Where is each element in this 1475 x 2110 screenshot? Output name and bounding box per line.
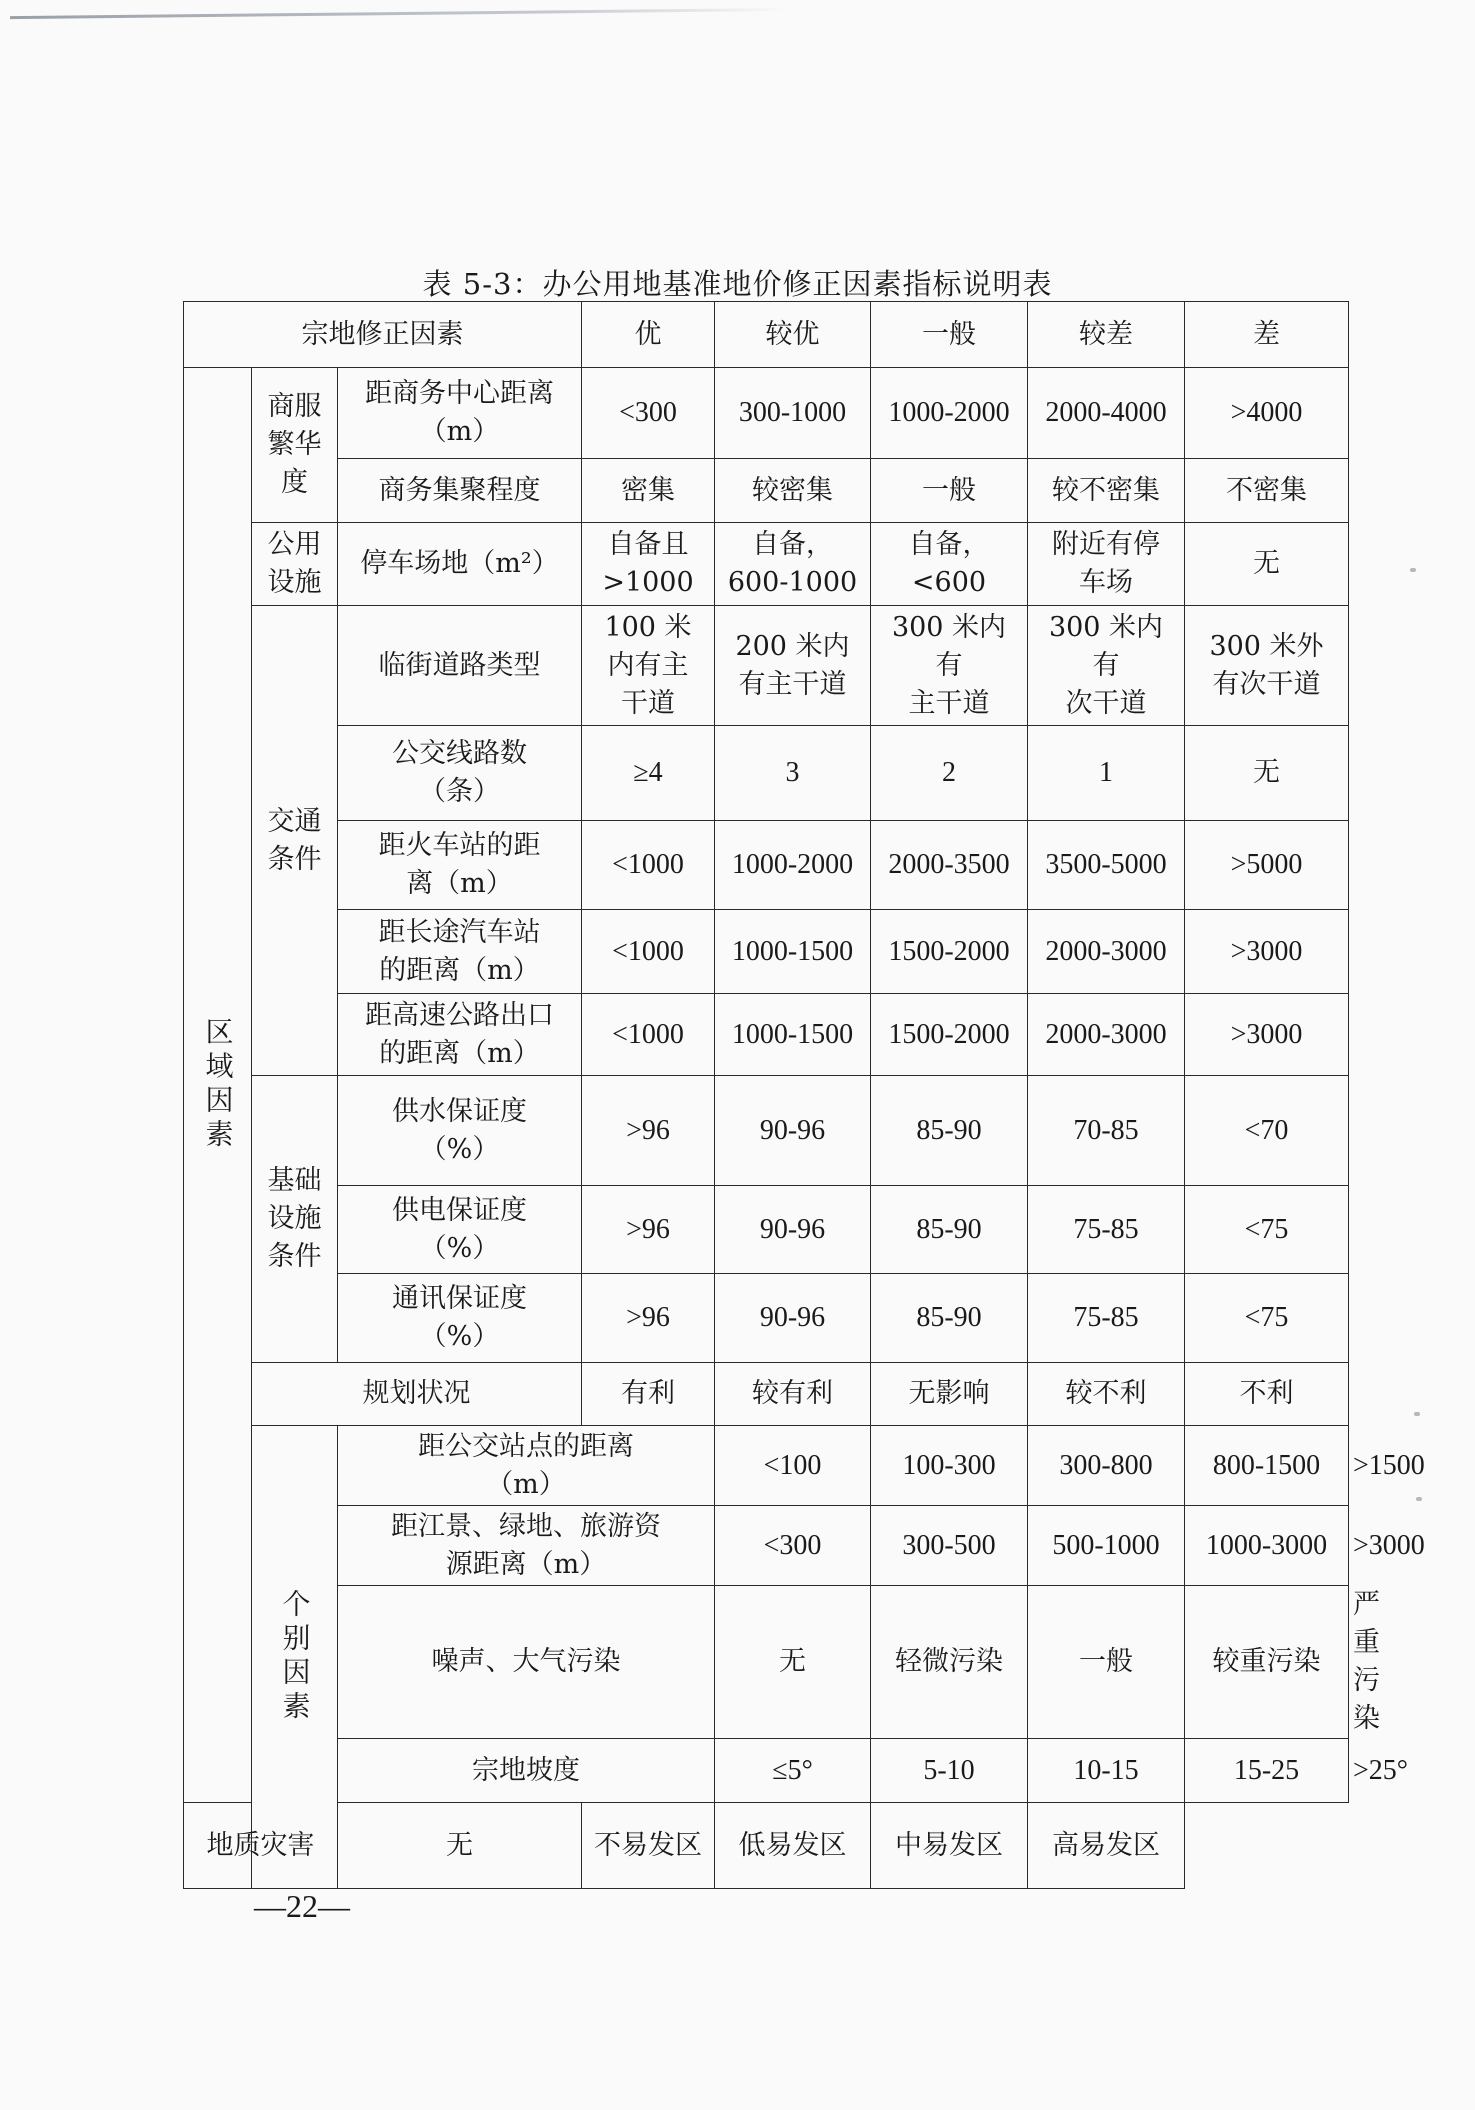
value-cell: <75 xyxy=(1185,1274,1349,1363)
value-cell: <300 xyxy=(715,1506,871,1586)
factor-cell: 距火车站的距 离（m） xyxy=(338,821,582,910)
value-cell: 自备， 600-1000 xyxy=(715,523,871,606)
header-factor: 宗地修正因素 xyxy=(184,302,582,368)
value-cell: 有利 xyxy=(582,1363,715,1426)
group-individual: 个别因素 xyxy=(252,1426,338,1889)
value-cell: >96 xyxy=(582,1274,715,1363)
value-cell: 300-1000 xyxy=(715,368,871,459)
subgroup-commerce: 商服 繁华 度 xyxy=(252,368,338,523)
value-cell: 85-90 xyxy=(871,1076,1028,1186)
value-cell: 低易发区 xyxy=(715,1803,871,1889)
table-row xyxy=(184,1274,1349,1363)
table-row xyxy=(184,994,1349,1076)
factor-cell: 宗地坡度 xyxy=(338,1739,715,1803)
header-row xyxy=(184,302,1349,368)
value-cell: 1500-2000 xyxy=(871,910,1028,994)
factor-cell: 供电保证度 （%） xyxy=(338,1186,582,1274)
value-cell: 300 米外 有次干道 xyxy=(1185,606,1349,726)
header-grade: 差 xyxy=(1185,302,1349,368)
value-cell: >3000 xyxy=(1185,994,1349,1076)
scan-edge xyxy=(10,8,790,19)
value-cell: 2 xyxy=(871,726,1028,821)
value-cell: 无 xyxy=(1185,726,1349,821)
subgroup-public: 公用 设施 xyxy=(252,523,338,606)
value-cell: 密集 xyxy=(582,459,715,523)
value-cell: 高易发区 xyxy=(1028,1803,1185,1889)
scan-speck xyxy=(1410,568,1416,572)
value-cell: 100 米 内有主 干道 xyxy=(582,606,715,726)
factor-cell: 通讯保证度 （%） xyxy=(338,1274,582,1363)
table-row xyxy=(184,1363,1349,1426)
value-cell: 800-1500 xyxy=(1185,1426,1349,1506)
value-cell: 自备， <600 xyxy=(871,523,1028,606)
value-cell: 90-96 xyxy=(715,1186,871,1274)
value-cell: 85-90 xyxy=(871,1186,1028,1274)
header-grade: 一般 xyxy=(871,302,1028,368)
factor-cell: 距公交站点的距离 （m） xyxy=(338,1426,715,1506)
page-number: —22— xyxy=(254,1888,350,1924)
value-cell: 较密集 xyxy=(715,459,871,523)
table-row: 距江景、绿地、旅游资 源距离（m） <300 300-500 500-1000 1000-3000 >3000 xyxy=(184,1506,1349,1586)
value-cell: 2000-3000 xyxy=(1028,994,1185,1076)
table-row xyxy=(184,606,1349,726)
value-cell: 1000-2000 xyxy=(715,821,871,910)
value-cell: 2000-3500 xyxy=(871,821,1028,910)
value-cell: <75 xyxy=(1185,1186,1349,1274)
value-cell: 不利 xyxy=(1185,1363,1349,1426)
group-regional: 区域因素 xyxy=(184,368,252,1803)
value-cell: >96 xyxy=(582,1076,715,1186)
value-cell: >4000 xyxy=(1185,368,1349,459)
value-cell: 无 xyxy=(1185,523,1349,606)
factor-cell: 距高速公路出口 的距离（m） xyxy=(338,994,582,1076)
value-cell: 自备且 >1000 xyxy=(582,523,715,606)
value-cell: 不密集 xyxy=(1185,459,1349,523)
subgroup-traffic: 交通 条件 xyxy=(252,606,338,1076)
value-cell: 附近有停 车场 xyxy=(1028,523,1185,606)
table-row: 个别因素 距公交站点的距离 （m） <100 100-300 300-800 800-1500 >1500 xyxy=(184,1426,1349,1506)
value-cell: <1000 xyxy=(582,821,715,910)
value-cell: 2000-4000 xyxy=(1028,368,1185,459)
value-cell: >3000 xyxy=(1185,910,1349,994)
value-cell: 15-25 xyxy=(1185,1739,1349,1803)
value-cell: 较有利 xyxy=(715,1363,871,1426)
value-cell: >96 xyxy=(582,1186,715,1274)
value-cell: 300-500 xyxy=(871,1506,1028,1586)
value-cell: <100 xyxy=(715,1426,871,1506)
value-cell: 1000-2000 xyxy=(871,368,1028,459)
value-cell: 轻微污染 xyxy=(871,1586,1028,1739)
value-cell: 无影响 xyxy=(871,1363,1028,1426)
value-cell: 10-15 xyxy=(1028,1739,1185,1803)
value-cell: ≤5° xyxy=(715,1739,871,1803)
factor-cell: 停车场地（m²） xyxy=(338,523,582,606)
factor-cell: 距长途汽车站 的距离（m） xyxy=(338,910,582,994)
factor-cell: 商务集聚程度 xyxy=(338,459,582,523)
value-cell: 3500-5000 xyxy=(1028,821,1185,910)
header-grade: 较差 xyxy=(1028,302,1185,368)
table-row xyxy=(184,910,1349,994)
value-cell: 5-10 xyxy=(871,1739,1028,1803)
value-cell: 200 米内 有主干道 xyxy=(715,606,871,726)
table-body xyxy=(184,302,1425,1889)
scan-speck xyxy=(1416,1497,1422,1501)
value-cell: 一般 xyxy=(871,459,1028,523)
scan-speck xyxy=(1414,1412,1420,1416)
factor-cell: 规划状况 xyxy=(252,1363,582,1426)
value-cell: <1000 xyxy=(582,994,715,1076)
value-cell: 2000-3000 xyxy=(1028,910,1185,994)
table-row: 噪声、大气污染 无 轻微污染 一般 较重污染 严重污染 xyxy=(184,1586,1349,1739)
value-cell: 70-85 xyxy=(1028,1076,1185,1186)
table-row xyxy=(184,368,1349,459)
value-cell: 500-1000 xyxy=(1028,1506,1185,1586)
factor-cell: 距江景、绿地、旅游资 源距离（m） xyxy=(338,1506,715,1586)
table-row xyxy=(184,1076,1349,1186)
value-cell: <300 xyxy=(582,368,715,459)
value-cell: 较重污染 xyxy=(1185,1586,1349,1739)
table-row xyxy=(184,1803,1349,1889)
header-grade: 较优 xyxy=(715,302,871,368)
value-cell: 90-96 xyxy=(715,1076,871,1186)
value-cell: <70 xyxy=(1185,1076,1349,1186)
value-cell: 1000-1500 xyxy=(715,994,871,1076)
value-cell: 中易发区 xyxy=(871,1803,1028,1889)
table-row xyxy=(184,726,1349,821)
factor-cell: 公交线路数 （条） xyxy=(338,726,582,821)
factor-cell: 噪声、大气污染 xyxy=(338,1586,715,1739)
value-cell: 1 xyxy=(1028,726,1185,821)
value-cell: <1000 xyxy=(582,910,715,994)
value-cell: 一般 xyxy=(1028,1586,1185,1739)
value-cell: 较不密集 xyxy=(1028,459,1185,523)
value-cell: 1000-1500 xyxy=(715,910,871,994)
value-cell: 1000-3000 xyxy=(1185,1506,1349,1586)
value-cell: ≥4 xyxy=(582,726,715,821)
value-cell: 300-800 xyxy=(1028,1426,1185,1506)
factor-cell: 距商务中心距离 （m） xyxy=(338,368,582,459)
value-cell: 90-96 xyxy=(715,1274,871,1363)
value-cell: 75-85 xyxy=(1028,1274,1185,1363)
factor-cell: 地质灾害 xyxy=(184,1803,338,1889)
table-row xyxy=(184,523,1349,606)
table-row xyxy=(184,821,1349,910)
value-cell: 无 xyxy=(715,1586,871,1739)
table-row: 宗地坡度 ≤5° 5-10 10-15 15-25 >25° xyxy=(184,1739,1349,1803)
header-grade: 优 xyxy=(582,302,715,368)
value-cell: 3 xyxy=(715,726,871,821)
subgroup-infrastructure: 基础 设施 条件 xyxy=(252,1076,338,1363)
correction-factor-table xyxy=(183,301,1425,1889)
table-title: 表 5-3：办公用地基准地价修正因素指标说明表 xyxy=(422,267,1053,301)
table-row xyxy=(184,459,1349,523)
value-cell: 300 米内 有 主干道 xyxy=(871,606,1028,726)
value-cell: 较不利 xyxy=(1028,1363,1185,1426)
value-cell: 300 米内 有 次干道 xyxy=(1028,606,1185,726)
value-cell: 85-90 xyxy=(871,1274,1028,1363)
value-cell: 无 xyxy=(338,1803,582,1889)
value-cell: 1500-2000 xyxy=(871,994,1028,1076)
factor-cell: 供水保证度 （%） xyxy=(338,1076,582,1186)
value-cell: 100-300 xyxy=(871,1426,1028,1506)
factor-cell: 临街道路类型 xyxy=(338,606,582,726)
value-cell: 75-85 xyxy=(1028,1186,1185,1274)
value-cell: >5000 xyxy=(1185,821,1349,910)
value-cell: 不易发区 xyxy=(582,1803,715,1889)
table-row xyxy=(184,1186,1349,1274)
